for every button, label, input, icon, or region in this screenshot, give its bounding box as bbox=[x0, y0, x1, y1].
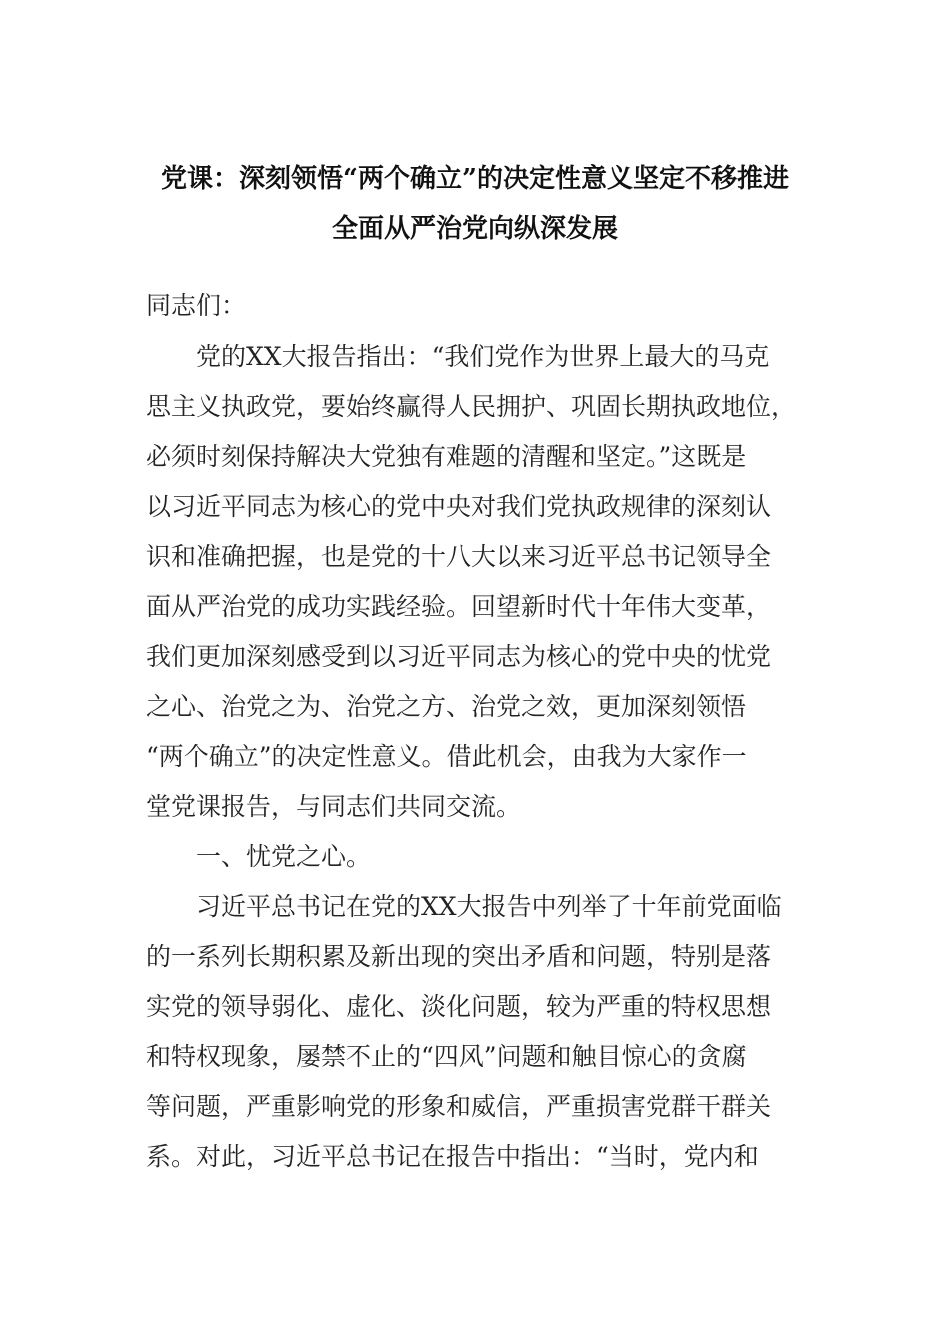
paragraph-line: “两个确立”的决定性意义。借此机会，由我为大家作一 bbox=[146, 742, 747, 771]
paragraph-line: 实党的领导弱化、虚化、淡化问题，较为严重的特权思想 bbox=[146, 992, 772, 1021]
document-title-line-2: 全面从严治党向纵深发展 bbox=[331, 214, 618, 244]
paragraph-line: 之心、治党之为、治党之方、治党之效，更加深刻领悟 bbox=[146, 692, 747, 721]
paragraph-line: 和特权现象，屡禁不止的“四风”问题和触目惊心的贪腐 bbox=[146, 1042, 747, 1071]
paragraph-line: 识和准确把握，也是党的十八大以来习近平总书记领导全 bbox=[146, 542, 772, 571]
salutation: 同志们： bbox=[146, 291, 247, 320]
paragraph-line: 以习近平同志为核心的党中央对我们党执政规律的深刻认 bbox=[146, 492, 772, 521]
document-title-line-1: 党课：深刻领悟“两个确立”的决定性意义坚定不移推进 bbox=[161, 164, 789, 194]
section-heading: 一、忧党之心。 bbox=[196, 842, 372, 871]
paragraph-line: 我们更加深刻感受到以习近平同志为核心的党中央的忧党 bbox=[146, 642, 772, 671]
paragraph-line: 党的XX大报告指出：“我们党作为世界上最大的马克 bbox=[196, 342, 770, 371]
paragraph-line: 系。对此，习近平总书记在报告中指出：“当时，党内和 bbox=[146, 1142, 759, 1171]
paragraph-line: 的一系列长期积累及新出现的突出矛盾和问题，特别是落 bbox=[146, 942, 772, 971]
paragraph-line: 思主义执政党，要始终赢得人民拥护、巩固长期执政地位， bbox=[146, 392, 797, 421]
paragraph-line: 必须时刻保持解决大党独有难题的清醒和坚定。”这既是 bbox=[146, 442, 747, 471]
paragraph-line: 堂党课报告，与同志们共同交流。 bbox=[146, 792, 522, 821]
paragraph-line: 习近平总书记在党的XX大报告中列举了十年前党面临 bbox=[196, 892, 782, 921]
paragraph-line: 面从严治党的成功实践经验。回望新时代十年伟大变革， bbox=[146, 592, 772, 621]
paragraph-line: 等问题，严重影响党的形象和威信，严重损害党群干群关 bbox=[146, 1092, 772, 1121]
